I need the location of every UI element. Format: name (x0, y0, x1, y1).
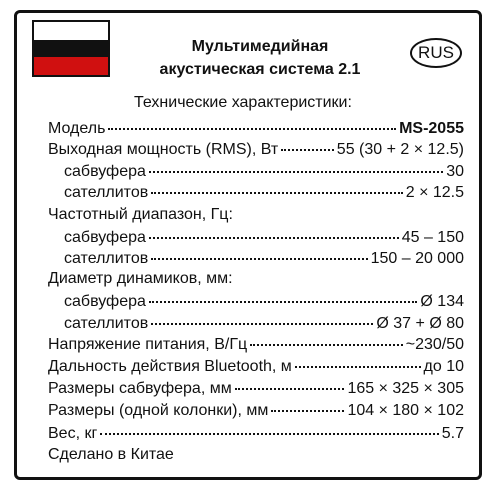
spec-label: сателлитов (64, 184, 149, 201)
spec-heading-frequency: Частотный диапазон, Гц: (48, 206, 233, 223)
spec-value: Ø 37 + Ø 80 (376, 315, 464, 332)
spec-row-freq-satellites (64, 249, 464, 269)
spec-label: сабвуфера (64, 293, 146, 310)
specs-heading: Технические характеристики: (134, 94, 352, 111)
spec-row-voltage (48, 335, 464, 355)
leader-dots (271, 410, 344, 412)
spec-value: 104 × 180 × 102 (347, 402, 464, 419)
spec-label: Вес, кг (48, 425, 98, 442)
spec-row-model (48, 119, 464, 139)
spec-value: 150 – 20 000 (370, 250, 464, 267)
flag-icon (32, 20, 110, 77)
leader-dots (151, 192, 403, 194)
spec-row-diam-subwoofer (64, 292, 464, 312)
spec-label: Размеры (одной колонки), мм (48, 402, 269, 419)
spec-row-power-subwoofer (64, 162, 464, 182)
spec-row-subwoofer-size (48, 379, 464, 399)
spec-row-power (48, 140, 464, 160)
spec-row-weight (48, 424, 464, 444)
leader-dots (295, 366, 421, 368)
leader-dots (281, 149, 334, 151)
leader-dots (250, 344, 403, 346)
spec-label: Выходная мощность (RMS), Вт (48, 141, 279, 158)
spec-value: 5.7 (441, 425, 464, 442)
spec-label: сабвуфера (64, 229, 146, 246)
spec-label: Размеры сабвуфера, мм (48, 380, 232, 397)
spec-value: 2 × 12.5 (405, 184, 464, 201)
leader-dots (149, 171, 443, 173)
title-line-2: акустическая система 2.1 (159, 61, 361, 78)
spec-heading-diameter: Диаметр динамиков, мм: (48, 270, 233, 287)
made-in-note: Сделано в Китае (48, 446, 174, 463)
spec-value: до 10 (423, 358, 464, 375)
leader-dots (108, 128, 396, 130)
spec-row-power-satellites (64, 183, 464, 203)
title-line-1: Мультимедийная (191, 38, 329, 55)
leader-dots (149, 237, 399, 239)
spec-value: Ø 134 (420, 293, 464, 310)
spec-row-bluetooth (48, 357, 464, 377)
spec-row-satellite-size (48, 401, 464, 421)
spec-value: 165 × 325 × 305 (347, 380, 464, 397)
spec-row-freq-subwoofer (64, 228, 464, 248)
spec-row-diam-satellites (64, 314, 464, 334)
spec-label: Напряжение питания, В/Гц (48, 336, 248, 353)
spec-value: 30 (446, 163, 464, 180)
spec-label: сабвуфера (64, 163, 146, 180)
spec-value: 45 – 150 (401, 229, 464, 246)
spec-value: MS-2055 (399, 120, 464, 137)
leader-dots (235, 388, 345, 390)
leader-dots (149, 301, 418, 303)
language-badge: RUS (410, 38, 462, 68)
leader-dots (151, 323, 373, 325)
leader-dots (100, 433, 438, 435)
leader-dots (151, 258, 367, 260)
spec-value: 55 (30 + 2 × 12.5) (336, 141, 464, 158)
spec-label: Дальность действия Bluetooth, м (48, 358, 292, 375)
spec-label: Модель (48, 120, 106, 137)
spec-label: сателлитов (64, 315, 149, 332)
spec-value: ~230/50 (405, 336, 464, 353)
product-title (130, 35, 390, 81)
spec-label: сателлитов (64, 250, 149, 267)
